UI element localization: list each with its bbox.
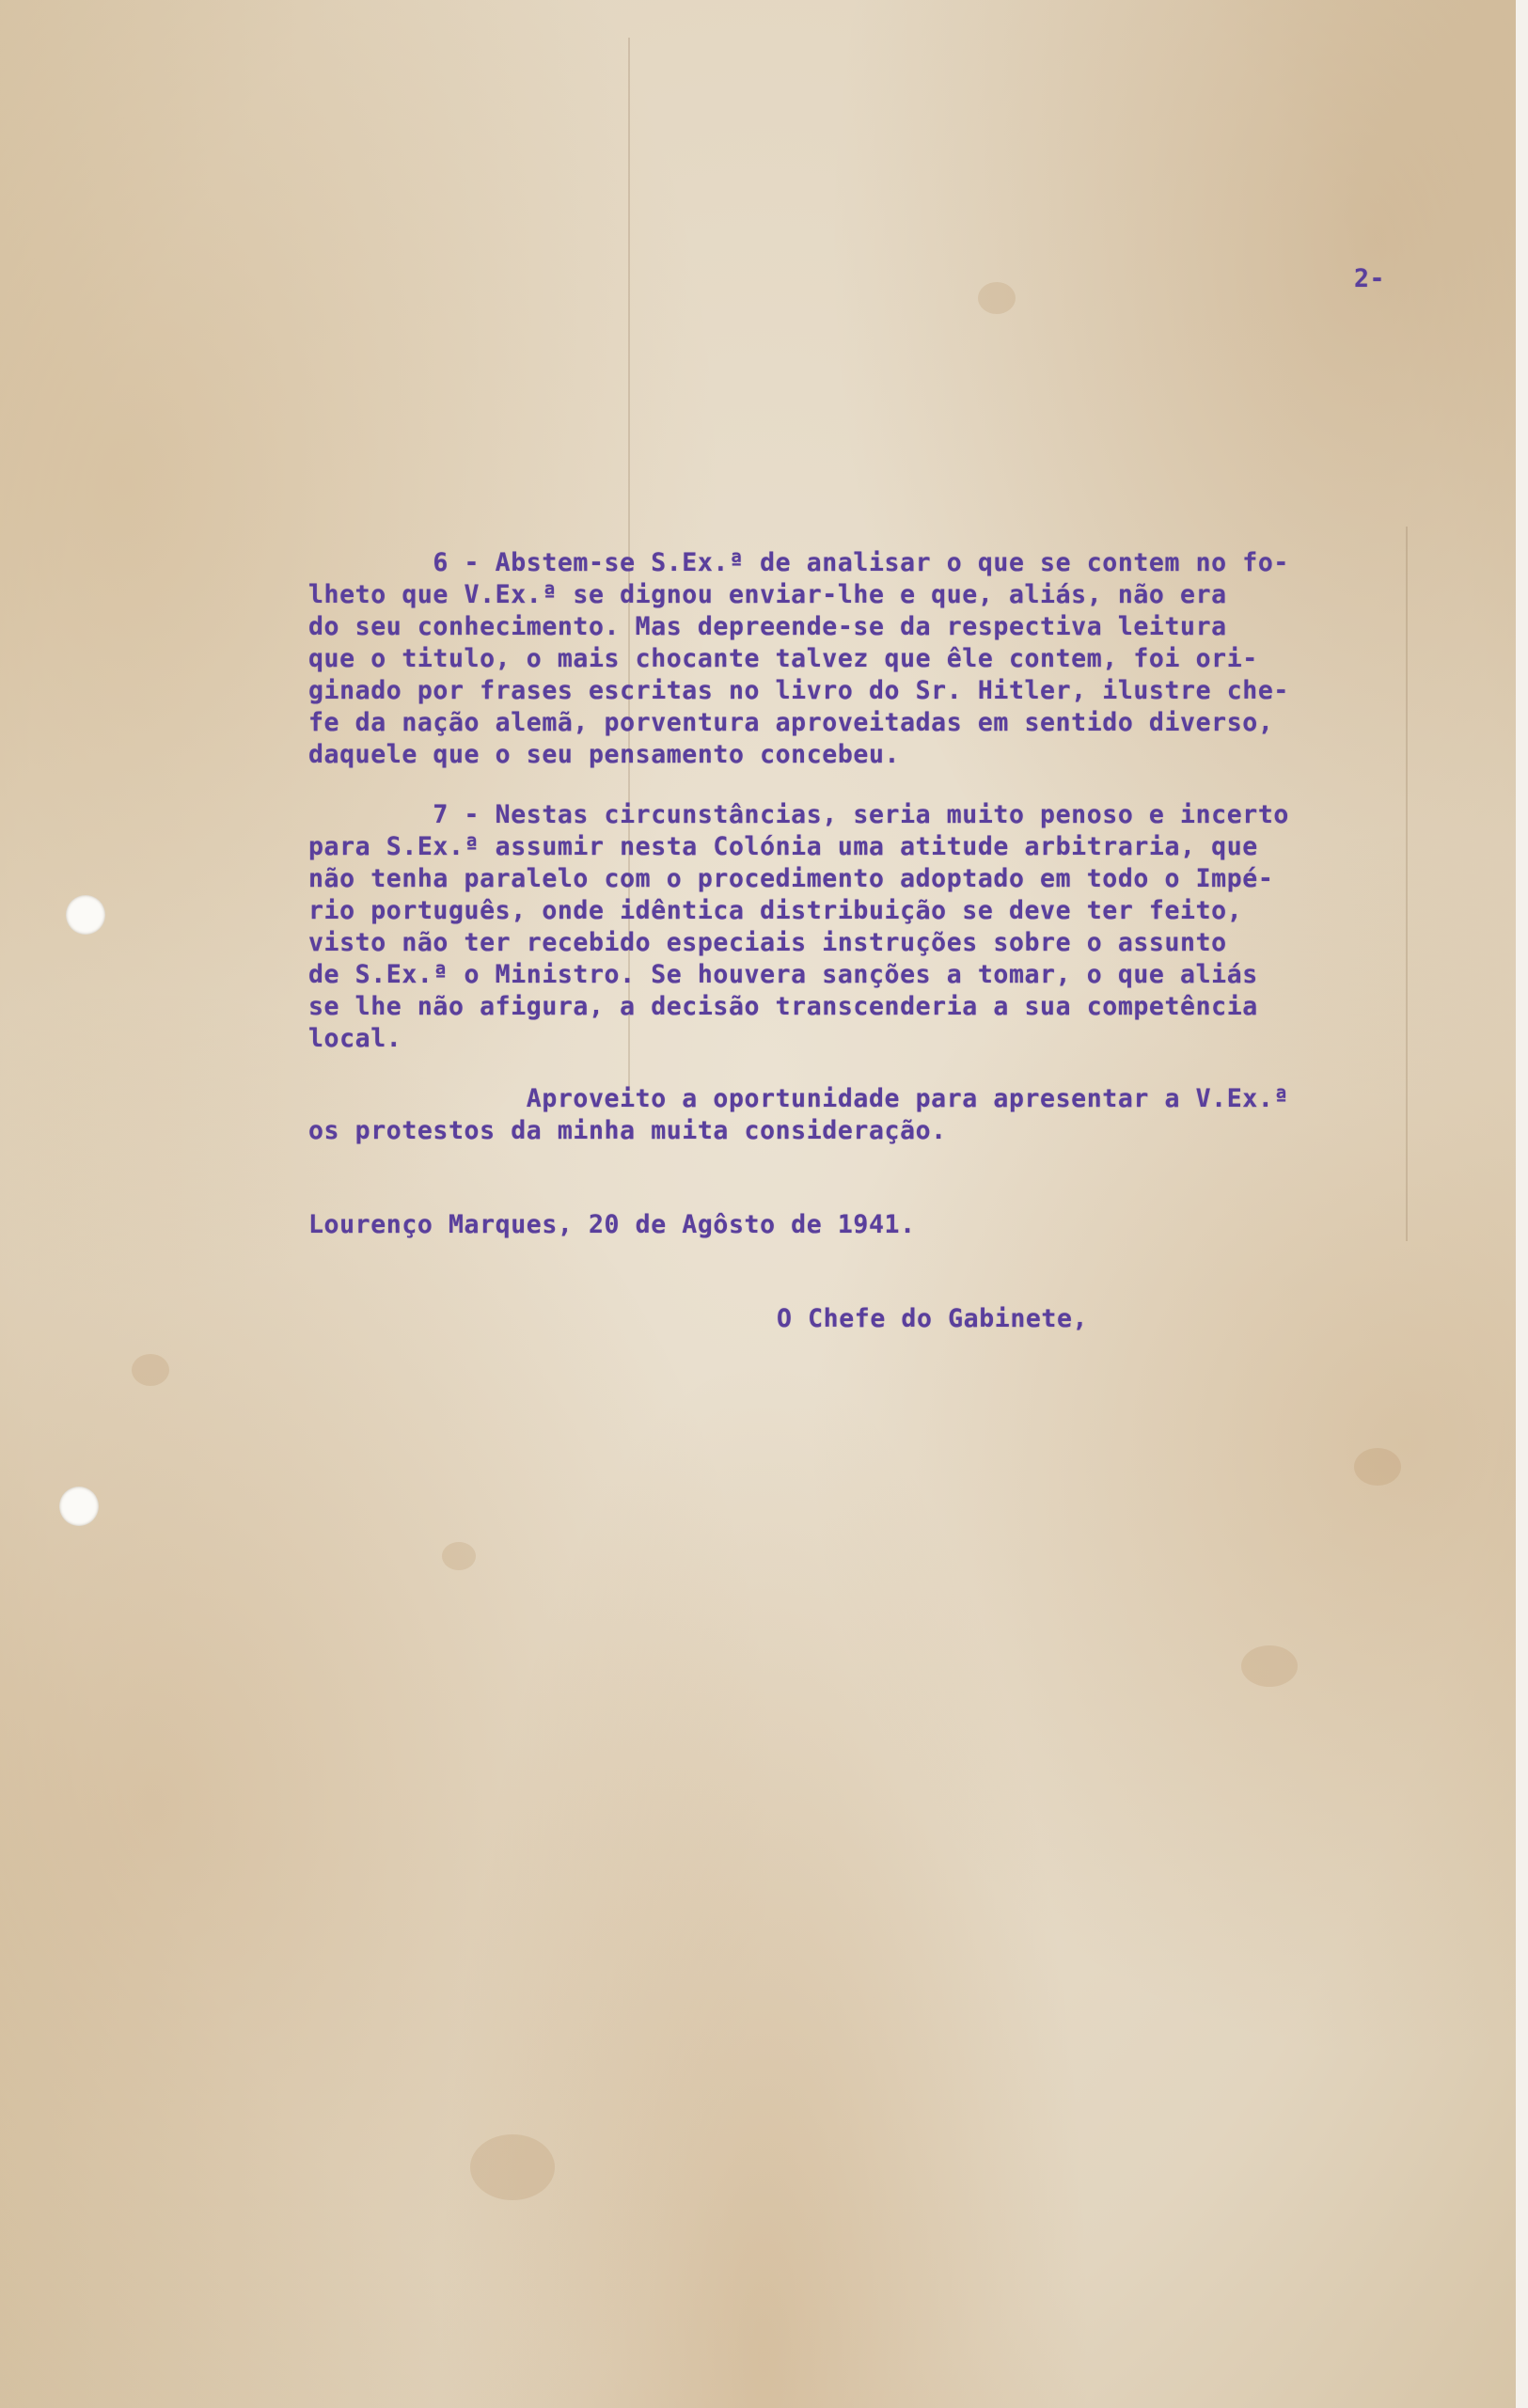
signature-title: O Chefe do Gabinete, bbox=[777, 1304, 1089, 1333]
text-line: fe da nação alemã, porventura aproveitadas em sentido diverso, bbox=[308, 708, 1274, 737]
text-line: de S.Ex.ª o Ministro. Se houvera sanções a tomar, o que aliás bbox=[308, 960, 1258, 989]
paper-stain bbox=[442, 1542, 476, 1570]
paragraph-6 bbox=[308, 547, 1289, 771]
text-line: se lhe não afigura, a decisão transcenderia a sua competência bbox=[308, 992, 1258, 1021]
text-line: não tenha paralelo com o procedimento adoptado em todo o Impé- bbox=[308, 864, 1274, 893]
text-line: rio português, onde idêntica distribuição se deve ter feito, bbox=[308, 896, 1243, 925]
text-line: 7 - Nestas circunstâncias, seria muito penoso e incerto bbox=[308, 800, 1289, 829]
paper-stain bbox=[1354, 1448, 1401, 1486]
page-number: 2- bbox=[1354, 264, 1386, 293]
text-line: Aproveito a oportunidade para apresentar a V.Ex.ª bbox=[308, 1084, 1289, 1113]
page-edge bbox=[1516, 0, 1528, 2408]
paper-fold bbox=[1406, 527, 1408, 1241]
text-line: daquele que o seu pensamento concebeu. bbox=[308, 740, 901, 769]
text-line: do seu conhecimento. Mas depreende-se da respectiva leitura bbox=[308, 612, 1227, 641]
text-line: local. bbox=[308, 1024, 402, 1053]
paper-stain bbox=[132, 1354, 169, 1386]
closing-paragraph bbox=[308, 1083, 1289, 1147]
text-line: visto não ter recebido especiais instruções sobre o assunto bbox=[308, 928, 1227, 957]
punch-hole bbox=[66, 895, 105, 935]
paragraph-7 bbox=[308, 799, 1289, 1055]
paper-stain bbox=[1241, 1645, 1298, 1687]
punch-hole bbox=[59, 1487, 99, 1526]
paper-stain bbox=[470, 2134, 555, 2200]
text-line: para S.Ex.ª assumir nesta Colónia uma atitude arbitraria, que bbox=[308, 832, 1258, 861]
text-line: ginado por frases escritas no livro do Sr. Hitler, ilustre che- bbox=[308, 676, 1289, 705]
text-line: lheto que V.Ex.ª se dignou enviar-lhe e que, aliás, não era bbox=[308, 580, 1227, 609]
place-and-date: Lourenço Marques, 20 de Agôsto de 1941. bbox=[308, 1210, 916, 1239]
text-line: que o titulo, o mais chocante talvez que êle contem, foi ori- bbox=[308, 644, 1258, 673]
text-line: 6 - Abstem-se S.Ex.ª de analisar o que se contem no fo- bbox=[308, 548, 1289, 577]
text-line: os protestos da minha muita consideração. bbox=[308, 1116, 947, 1145]
paper-stain bbox=[978, 282, 1016, 314]
